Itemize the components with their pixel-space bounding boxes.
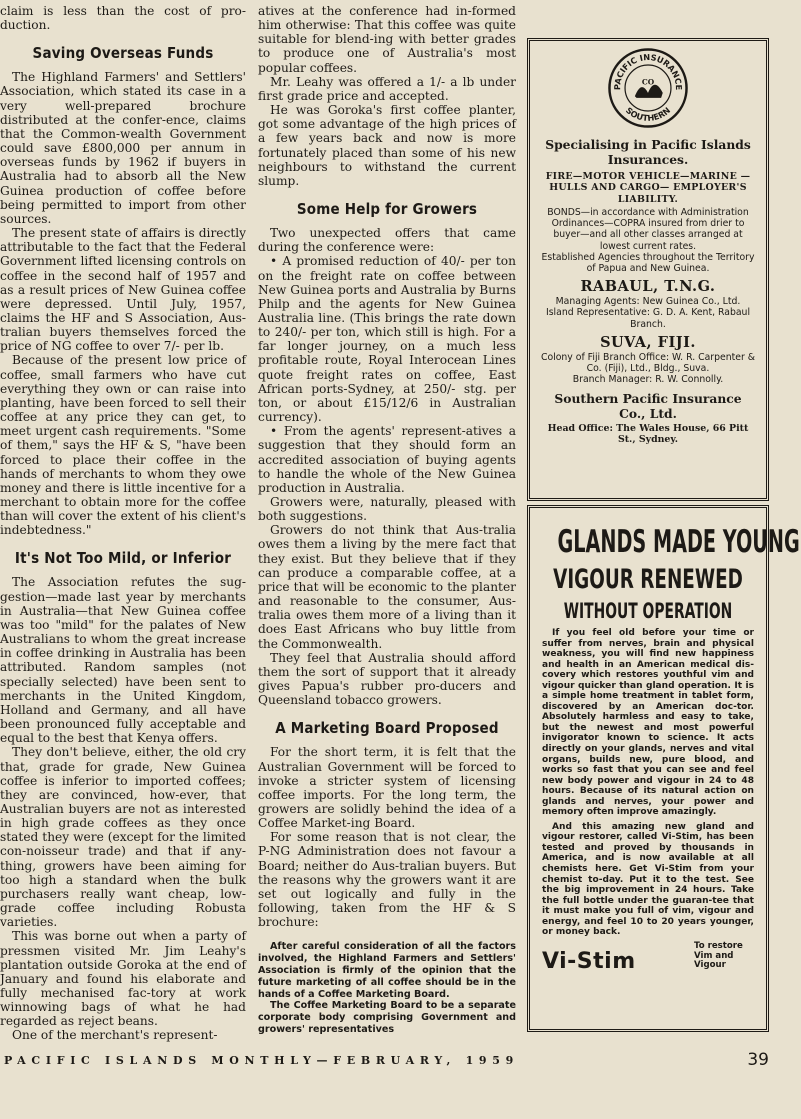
insurance-seal-icon [607,47,689,129]
agencies-text: Established Agencies throughout the Territory of Papua and New Guinea. [541,251,755,274]
svg-text:CO: CO [641,77,655,87]
insurance-classes: FIRE—MOTOR VEHICLE—MARINE —HULLS AND CARGO— EMPLOYER'S LIABILITY. [545,171,751,205]
brand-row [542,942,754,974]
paragraph: He was Goroka's first coffee planter, got some advantage of the high prices of a few years back and now is more fortunately placed than some of his new neighbours to withstand the current slump. [258,103,516,188]
section-heading: It's Not Too Mild, or Inferior [14,549,232,568]
paragraph: • From the agents' represent-atives a suggestion that they should form an accredited association of buying agents to handle the whole of the New Guinea production in Australia. [258,424,516,495]
section-heading: A Marketing Board Proposed [275,719,499,738]
paragraph: Two unexpected offers that came during the conference were: [258,226,516,255]
brochure-paragraph: The Coffee Marketing Board to be a separate corporate body comprising Government and growers' representatives [258,1000,516,1035]
article-column-1 [0,4,246,1043]
ad-body: If you feel old before your time or suffer from nerves, brain and physical weakness, you will find new happiness and health in an American medical dis-covery which restores youthful vim and vigour quicker than gland operation. It is a simple home treatment in tablet form, discovered by an American doc-tor. Absolutely harmless and easy to take, but the newest and most powerful invigorator known to science. It acts directly on your glands, nerves and vital organs, builds new, pure blood, and works so fast that you can see and feel new body power and vigour in 24 to 48 hours. Because of its natural action on glands and nerves, your power and memory often improve amazingly. [542,628,754,818]
svg-text:SOUTHERN: SOUTHERN [623,105,673,123]
brand-name: Vi-Stim [542,949,636,975]
paragraph: claim is less than the cost of pro-duction. [0,4,246,33]
running-head: PACIFIC ISLANDS MONTHLY—FEBRUARY, 1959 [4,1054,519,1067]
ad-headline: VIGOUR RENEWED [553,564,743,595]
ad-subheadline: WITHOUT OPERATION [563,599,733,623]
paragraph: Because of the present low price of coffee, small farmers who have cut everything they own or can raise into planting, have been forced to sell their coffee at any price they can get, to meet urgent cash requirements. "Some of them," says the HF & S, "have been forced to place their coffee in the hands of merchants to whom they owe money and there is little incentive for a merchant to obtain more for the coffee than will cover the extent of his client's indebtedness." [0,353,246,538]
ad-headline: Specialising in Pacific Islands Insurances. [545,137,751,167]
paragraph: Growers were, naturally, pleased with both suggestions. [258,495,516,524]
paragraph: For some reason that is not clear, the P-NG Administration does not favour a Board; neither do Aus-tralian buyers. But the reasons why the growers want it are set out logically and fully in the following, taken from the HF & S brochure: [258,830,516,930]
paragraph: They feel that Australia should afford them the sort of support that it already gives Papua's rubber pro-ducers and Queensland tobacco growers. [258,650,516,708]
ad-body: And this amazing new gland and vigour restorer, called Vi-Stim, has been tested and proved by thousands in America, and is now available at all chemists here. Get Vi-Stim from your chemist to-day. Put it to the test. See the big improvement in 24 hours. Take the full bottle under the guaran-tee that it must make you full of vim, vigour and energy, and feel 10 to 20 years younger, or money back. [542,821,754,938]
company-name: Southern Pacific Insurance Co., Ltd. [554,391,742,422]
paragraph: • A promised reduction of 40/- per ton on the freight rate on coffee between New Guinea ports and Australia by Burns Philp and the agents for New Guinea Australia line. (This brings the rate down to 240/- per ton, which still is high. For a far longer journey, on a much less profitable route, Royal Interocean Lines quote freight rates on coffee, East African ports-Sydney, at 250/- stg. per ton, or about £15/12/6 in Australian currency). [258,254,516,425]
svg-text:PACIFIC INSURANCE: PACIFIC INSURANCE [612,52,684,91]
section-heading: Some Help for Growers [296,200,478,219]
office-branch: Colony of Fiji Branch Office: W. R. Carpenter & Co. (Fiji), Ltd., Bldg., Suva. [540,351,756,374]
paragraph: Growers do not think that Aus-tralia owes them a living by the mere fact that they exist. But they believe that if they can produce a comparable coffee, at a price that will be economic to the planter and reasonable to the consumer, Aus-tralia owes them more of a living than it does East Africans who buy little from the Commonwealth. [258,523,516,651]
paragraph: One of the merchant's represent- [12,1028,218,1043]
office-agents: Managing Agents: New Guinea Co., Ltd. [555,296,741,308]
office-manager: Branch Manager: R. W. Connolly. [572,374,724,386]
insurance-advertisement [527,38,769,501]
paragraph: Mr. Leahy was offered a 1/- a lb under first grade price and accepted. [258,74,516,103]
office-city: RABAUL, T.N.G. [580,278,716,296]
head-office: Head Office: The Wales House, 66 Pitt St., Sydney. [547,423,749,446]
vistim-advertisement [527,505,800,1032]
office-city: SUVA, FIJI. [600,333,696,351]
paragraph: atives at the conference had in-formed him otherwise: That this coffee was quite suitable for blend-ing with better grades to produce one of Australia's most popular coffees. [258,4,516,75]
brochure-quote [258,941,516,1035]
paragraph: The Association refutes the sug-gestion—made last year by merchants in Australia—that New Guinea coffee was too "mild" for the palates of New Australians to whom the great increase in coffee drinking in Australia has been attributed. Random samples (not specially selected) have been sent to merchants in the United Kingdom, Holland and Germany, and all have been pronounced fully acceptable and equal to the best that Kenya offers. [0,575,246,746]
paragraph: This was borne out when a party of pressmen visited Mr. Jim Leahy's plantation outside Goroka at the end of January and found his elaborate and fully mechanised fac-tory at work winnowing bags of what he had regarded as reject beans. [0,929,246,1029]
paragraph: The present state of affairs is directly attributable to the fact that the Federal Government lifted licensing controls on coffee in the second half of 1957 and as a result prices of New Guinea coffee were depressed. Until July, 1957, claims the HF and S Association, Aus-tralian buyers themselves forced the price of NG coffee to over 7/- per lb. [0,226,246,354]
bonds-text: BONDS—in accordance with Administration Ordinances—COPRA insured from drier to buyer—and all other classes arranged at lowest current rates. [547,206,749,252]
section-heading: Saving Overseas Funds [32,44,214,63]
brand-tagline: To restore Vim and Vigour [694,940,743,971]
office-representative: Island Representative: G. D. A. Kent, Rabaul Branch. [545,307,751,330]
paragraph: The Highland Farmers' and Settlers' Association, which stated its case in a very well-prepared brochure distributed at the confer-ence, claims that the Common-wealth Government could save £800,000 per annum in overseas funds by 1962 if buyers in Australia had to absorb all the New Guinea production of coffee before being permitted to import from other sources. [0,70,246,226]
brochure-paragraph: After careful consideration of all the factors involved, the Highland Farmers and Settlers' Association is firmly of the opinion that the future marketing of all coffee should be in the hands of a Coffee Marketing Board. [258,941,516,1000]
article-column-2 [258,4,516,1036]
ad-headline: GLANDS MADE YOUNG [557,524,800,560]
paragraph: For the short term, it is felt that the Australian Government will be forced to invoke a stricter system of licensing coffee imports. For the long term, the growers are solidly behind the idea of a Coffee Market-ing Board. [258,745,516,831]
paragraph: They don't believe, either, the old cry that, grade for grade, New Guinea coffee is inferior to imported coffees; they are convinced, how-ever, that Australian buyers are not as interested in high grade coffees as they once stated they were (except for the limited con-noisseur trade) and that if any-thing, growers have been aiming for too high a standard when the bulk purchasers really want cheap, low-grade coffee including Robusta varieties. [0,745,246,930]
page-number: 39 [747,1050,769,1070]
page-footer [0,1050,801,1072]
